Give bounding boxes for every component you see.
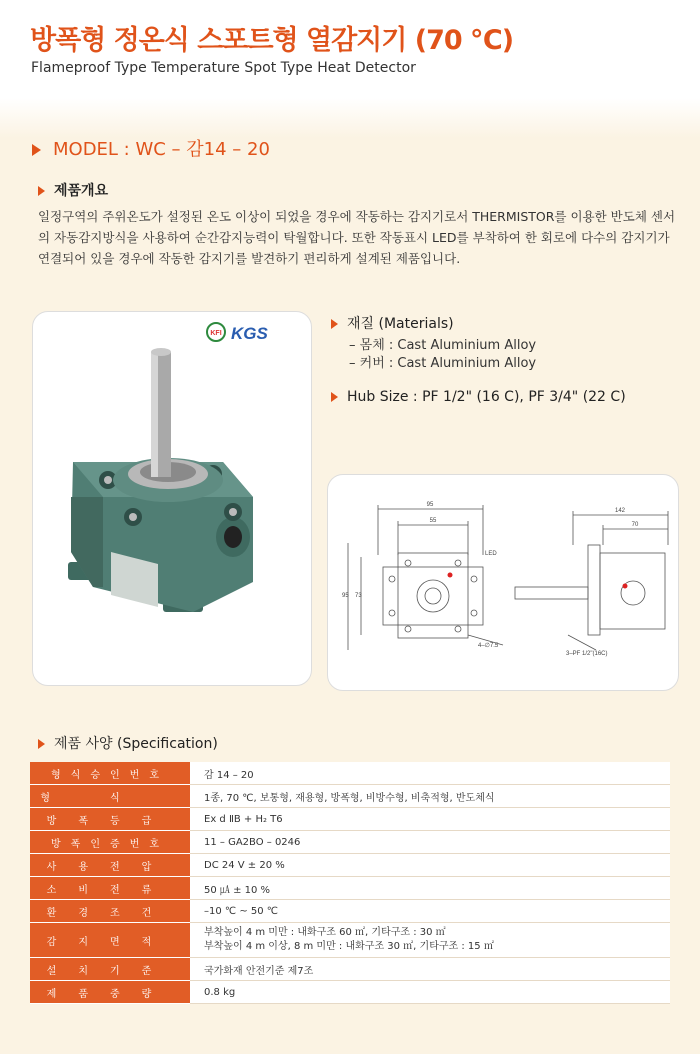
technical-drawing (328, 475, 678, 690)
page-subtitle: Flameproof Type Temperature Spot Type Heat Detector (31, 60, 416, 76)
table-row (30, 808, 670, 831)
product-photo-panel (32, 311, 312, 686)
led-label: LED (485, 551, 497, 557)
model-heading (32, 135, 270, 161)
spec-value: 50 ㎂ ± 10 % (190, 877, 670, 900)
spec-value: –10 ℃ ~ 50 ℃ (190, 900, 670, 923)
spec-label: 방폭등급 (30, 808, 190, 831)
spec-value: 감 14 – 20 (190, 762, 670, 785)
table-row (30, 877, 670, 900)
materials-heading (331, 313, 454, 333)
table-row (30, 762, 670, 785)
spec-label: 사용전압 (30, 854, 190, 877)
spec-label: 설치기준 (30, 958, 190, 981)
overview-heading-label: 제품개요 (54, 183, 109, 199)
spec-value: 1종, 70 ℃, 보통형, 재용형, 방폭형, 비방수형, 비축적형, 반도체식 (190, 785, 670, 808)
spec-value: 11 – GA2BO – 0246 (190, 831, 670, 854)
spec-label: 형식승인번호 (30, 762, 190, 785)
spec-label: 방폭인증번호 (30, 831, 190, 854)
dim-142-label: 142 (614, 508, 626, 514)
triangle-bullet-icon (38, 186, 45, 196)
spec-label: 감지면적 (30, 923, 190, 958)
table-row (30, 923, 670, 958)
spec-heading-label: 제품 사양 (Specification) (54, 736, 218, 752)
product-photo (33, 312, 311, 685)
pf-label: 3–PF 1/2"(16C) (566, 651, 608, 657)
spec-label: 제품중량 (30, 981, 190, 1004)
spec-value-line: 부착높이 4 m 미만 : 내화구조 60 ㎡, 기타구조 : 30 ㎡ (204, 927, 446, 938)
page-title: 방폭형 정온식 스포트형 열감지기 (70 ℃) (30, 25, 514, 56)
background-fade (0, 98, 700, 138)
material-cover-line: – 커버 : Cast Aluminium Alloy (349, 356, 537, 371)
dim-55-label: 55 (429, 518, 437, 524)
materials-heading-label: 재질 (Materials) (347, 316, 454, 332)
table-row (30, 854, 670, 877)
overview-text: 일정구역의 주위온도가 설정된 온도 이상이 되었을 경우에 작동하는 감지기로서 THERMISTOR를 이용한 반도체 센서의 자동감지방식을 사용하여 순간감지능력이 탁월합니다. 또한 작동표시 LED를 부착하여 한 회로에 다수의 감지기가 연결되어 있을 경우에 작동한 감지기를 발견하기 편리하게 설계된 제품입니다. (38, 209, 676, 266)
triangle-bullet-icon (32, 144, 41, 156)
model-label: MODEL : WC – 감14 – 20 (53, 139, 270, 160)
overview-heading (38, 180, 108, 200)
heat-detector-device (68, 348, 253, 612)
hub-size-heading (331, 389, 626, 405)
spec-value: 0.8 kg (190, 981, 670, 1004)
hub-size-label: Hub Size : PF 1/2" (16 C), PF 3/4" (22 C) (347, 389, 626, 405)
table-row (30, 900, 670, 923)
dim-height-outer-label: 95 (342, 593, 349, 599)
spec-value: 국가화재 안전기준 제7조 (190, 958, 670, 981)
spec-heading (38, 733, 218, 753)
spec-label: 환경조건 (30, 900, 190, 923)
material-body-line: – 몸체 : Cast Aluminium Alloy (349, 338, 537, 353)
spec-value: DC 24 V ± 20 % (190, 854, 670, 877)
table-row (30, 831, 670, 854)
spec-value: Ex d ⅡB + H₂ T6 (190, 808, 670, 831)
dim-70-label: 70 (631, 522, 639, 528)
spec-value (190, 923, 670, 958)
spec-value-line: 부착높이 4 m 이상, 8 m 미만 : 내화구조 30 ㎡, 기타구조 : 15 ㎡ (204, 941, 494, 952)
spec-label: 소비전류 (30, 877, 190, 900)
table-row (30, 785, 670, 808)
kfi-logo-text: KFI (210, 330, 222, 337)
triangle-bullet-icon (331, 319, 338, 329)
dim-95-label: 95 (426, 502, 434, 508)
spec-table (30, 762, 670, 1004)
kgs-logo-text: KGS (231, 324, 268, 343)
triangle-bullet-icon (331, 392, 338, 402)
spec-label: 형식 (30, 785, 190, 808)
table-row (30, 981, 670, 1004)
table-row (30, 958, 670, 981)
dim-height-inner-label: 73 (355, 593, 362, 599)
hole-label: 4–∅7.5 (478, 643, 499, 649)
triangle-bullet-icon (38, 739, 45, 749)
technical-drawing-panel (327, 474, 679, 691)
